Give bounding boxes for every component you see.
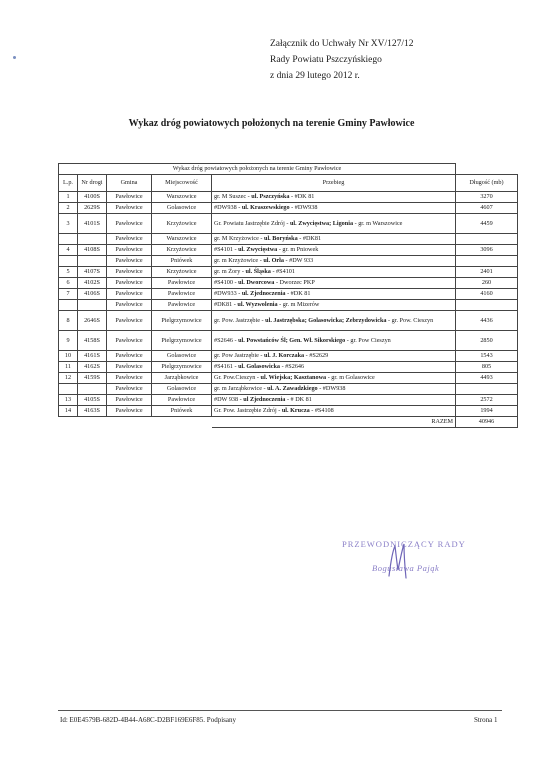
header-line-3: z dnia 29 lutego 2012 r.	[270, 71, 360, 81]
cell-miejscowosc: Golasowice	[152, 203, 212, 214]
cell-miejscowosc: Warszowice	[152, 234, 212, 245]
cell-lp	[59, 384, 78, 395]
cell-przebieg	[212, 245, 456, 256]
przebieg-pre: Gr. Powiatu Jastrzębie Zdrój -	[214, 219, 290, 227]
cell-przebieg	[212, 384, 456, 395]
footer-divider	[58, 710, 502, 711]
cell-lp: 3	[59, 214, 78, 234]
cell-gmina: Pawłowice	[107, 203, 152, 214]
table-row	[59, 331, 518, 351]
przebieg-pre: #S4101 -	[214, 246, 239, 254]
cell-dlugosc: 1994	[456, 406, 518, 417]
stamp-title: PRZEWODNICZĄCY RADY	[342, 539, 466, 549]
cell-lp: 6	[59, 278, 78, 289]
przebieg-bold: ul. Boryńska	[264, 235, 298, 243]
przebieg-post: - #S4101	[270, 268, 295, 276]
cell-lp: 1	[59, 192, 78, 203]
cell-miejscowosc: Pielgrzymowice	[152, 362, 212, 373]
document-header	[270, 36, 414, 84]
cell-lp: 10	[59, 351, 78, 362]
total-value: 40946	[456, 417, 518, 428]
cell-nr: 4158S	[78, 331, 107, 351]
przebieg-pre: Gr. Pow. Jastrzębie Zdrój -	[214, 407, 282, 415]
cell-gmina: Pawłowice	[107, 384, 152, 395]
przebieg-pre: #S2646 -	[214, 336, 239, 344]
cell-gmina: Pawłowice	[107, 331, 152, 351]
cell-nr: 4161S	[78, 351, 107, 362]
cell-gmina: Pawłowice	[107, 267, 152, 278]
total-label: RAZEM	[212, 417, 456, 428]
cell-miejscowosc: Warszowice	[152, 192, 212, 203]
cell-lp: 9	[59, 331, 78, 351]
cell-miejscowosc: Krzyżowice	[152, 245, 212, 256]
cell-przebieg	[212, 214, 456, 234]
przebieg-post: - gr. m Warszowice	[353, 219, 403, 227]
table-row	[59, 278, 518, 289]
cell-lp: 8	[59, 311, 78, 331]
cell-gmina: Pawłowice	[107, 214, 152, 234]
cell-nr: 4102S	[78, 278, 107, 289]
przebieg-pre: gr. m Żory -	[214, 268, 246, 276]
cell-lp: 14	[59, 406, 78, 417]
przebieg-pre: #S4161 -	[214, 363, 239, 371]
cell-miejscowosc: Pawłowice	[152, 395, 212, 406]
cell-dlugosc: 4160	[456, 289, 518, 300]
cell-gmina: Pawłowice	[107, 192, 152, 203]
cell-lp: 7	[59, 289, 78, 300]
cell-przebieg	[212, 351, 456, 362]
table-row	[59, 300, 518, 311]
przebieg-post: - gr. m Golasowice	[326, 374, 375, 382]
cell-gmina: Pawłowice	[107, 278, 152, 289]
cell-nr: 2629S	[78, 203, 107, 214]
przebieg-bold: ul. Jastrzębska; Golasowicka; Zebrzydowicka	[265, 316, 387, 324]
cell-miejscowosc: Pniówek	[152, 256, 212, 267]
przebieg-pre: gr. Pow. Jastrzębie -	[214, 316, 266, 324]
table-header-row	[59, 175, 518, 192]
header-line-1: Załącznik do Uchwały Nr XV/127/12	[270, 39, 414, 49]
header-miejscowosc: Miejscowość	[152, 175, 212, 192]
header-lp: L.p.	[59, 175, 78, 192]
cell-nr: 4107S	[78, 267, 107, 278]
cell-lp: 4	[59, 245, 78, 256]
cell-gmina: Pawłowice	[107, 256, 152, 267]
table-row	[59, 395, 518, 406]
cell-przebieg	[212, 373, 456, 384]
cell-lp: 5	[59, 267, 78, 278]
cell-dlugosc: 3096	[456, 245, 518, 256]
przebieg-post: - gr. m Mizerów	[277, 301, 320, 309]
cell-lp: 11	[59, 362, 78, 373]
cell-miejscowosc: Krzyżowice	[152, 214, 212, 234]
cell-dlugosc: 4493	[456, 373, 518, 384]
cell-dlugosc: 2401	[456, 267, 518, 278]
cell-nr	[78, 256, 107, 267]
cell-lp	[59, 256, 78, 267]
cell-lp	[59, 300, 78, 311]
table-row	[59, 351, 518, 362]
przebieg-post: - #DK 81	[289, 193, 315, 201]
cell-gmina: Pawłowice	[107, 289, 152, 300]
cell-miejscowosc: Pniówek	[152, 406, 212, 417]
total-row	[59, 417, 518, 428]
cell-przebieg	[212, 278, 456, 289]
table-row	[59, 192, 518, 203]
przebieg-post: - Dworzec PKP	[274, 279, 315, 287]
przebieg-pre: gr. Pow Jastrzębie -	[214, 352, 265, 360]
przebieg-post: - #DW938	[289, 204, 318, 212]
cell-przebieg	[212, 311, 456, 331]
cell-przebieg	[212, 192, 456, 203]
cell-nr: 4106S	[78, 289, 107, 300]
przebieg-bold: ul. J. Korczaka	[264, 352, 305, 360]
przebieg-pre: gr. m Krzyżowice -	[214, 257, 264, 265]
cell-przebieg	[212, 331, 456, 351]
przebieg-post: - gr. Pow. Cieszyn	[386, 316, 434, 324]
header-gmina: Gmina	[107, 175, 152, 192]
przebieg-pre: #DW938 -	[214, 204, 242, 212]
cell-nr: 4101S	[78, 214, 107, 234]
cell-miejscowosc: Pielgrzymowice	[152, 311, 212, 331]
cell-nr	[78, 234, 107, 245]
przebieg-pre: Gr. Pow.Cieszyn -	[214, 374, 261, 382]
cell-nr: 4159S	[78, 373, 107, 384]
przebieg-post: - #DK81	[297, 235, 322, 243]
cell-nr: 4105S	[78, 395, 107, 406]
cell-nr: 4163S	[78, 406, 107, 417]
cell-miejscowosc: Jarząbkowice	[152, 373, 212, 384]
header-przebieg: Przebieg	[212, 175, 456, 192]
table-row	[59, 203, 518, 214]
przebieg-bold: ul Zjednoczenia	[243, 396, 286, 404]
przebieg-bold: ul. Dworcowa	[238, 279, 275, 287]
cell-przebieg	[212, 267, 456, 278]
przebieg-pre: gr. M Krzyżowice -	[214, 235, 264, 243]
cell-dlugosc	[456, 384, 518, 395]
cell-lp	[59, 234, 78, 245]
margin-dot	[13, 56, 16, 59]
przebieg-post: - gr. Pow Cieszyn	[345, 336, 391, 344]
przebieg-bold: ul. Orła	[263, 257, 284, 265]
cell-dlugosc: 2572	[456, 395, 518, 406]
cell-nr: 4162S	[78, 362, 107, 373]
cell-dlugosc	[456, 256, 518, 267]
cell-nr: 4100S	[78, 192, 107, 203]
roads-table	[58, 163, 518, 428]
table-row	[59, 234, 518, 245]
cell-miejscowosc: Krzyżowice	[152, 267, 212, 278]
cell-nr	[78, 300, 107, 311]
cell-dlugosc: 805	[456, 362, 518, 373]
cell-przebieg	[212, 234, 456, 245]
cell-gmina: Pawłowice	[107, 300, 152, 311]
cell-gmina: Pawłowice	[107, 362, 152, 373]
cell-dlugosc	[456, 234, 518, 245]
table-row	[59, 289, 518, 300]
przebieg-post: - gr. m Pniowek	[277, 246, 319, 254]
cell-dlugosc: 3270	[456, 192, 518, 203]
przebieg-pre: #DW933 -	[214, 290, 242, 298]
cell-przebieg	[212, 203, 456, 214]
przebieg-bold: ul. Zwycięstwa	[238, 246, 278, 254]
przebieg-pre: #DW 938 -	[214, 396, 244, 404]
cell-dlugosc: 4607	[456, 203, 518, 214]
table-row	[59, 406, 518, 417]
table-row	[59, 214, 518, 234]
cell-przebieg	[212, 395, 456, 406]
cell-nr	[78, 384, 107, 395]
cell-gmina: Pawłowice	[107, 373, 152, 384]
cell-lp: 2	[59, 203, 78, 214]
cell-nr: 4108S	[78, 245, 107, 256]
table-row	[59, 256, 518, 267]
przebieg-post: - #S2646	[280, 363, 305, 371]
cell-gmina: Pawłowice	[107, 245, 152, 256]
cell-przebieg	[212, 256, 456, 267]
header-nr: Nr drogi	[78, 175, 107, 192]
przebieg-bold: ul. Kraszewskiego	[241, 204, 290, 212]
cell-gmina: Pawłowice	[107, 395, 152, 406]
przebieg-pre: #DK81 -	[214, 301, 238, 309]
cell-nr: 2646S	[78, 311, 107, 331]
cell-dlugosc: 4459	[456, 214, 518, 234]
przebieg-post: - # DK 81	[285, 396, 312, 404]
przebieg-post: - #DW 933	[283, 257, 314, 265]
table-row	[59, 373, 518, 384]
signature-icon	[383, 540, 413, 582]
cell-gmina: Pawłowice	[107, 351, 152, 362]
cell-dlugosc	[456, 300, 518, 311]
przebieg-bold: ul. Wiejska; Kasztanowa	[260, 374, 327, 382]
przebieg-pre: gr. m Jarząbkowice -	[214, 385, 268, 393]
cell-przebieg	[212, 300, 456, 311]
cell-miejscowosc: Pawłowice	[152, 278, 212, 289]
cell-miejscowosc: Pawłowice	[152, 300, 212, 311]
table-caption: Wykaz dróg powiatowych położonych na terenie Gminy Pawłowice	[59, 164, 456, 175]
przebieg-bold: ul. Powstańców Śl; Gen. Wł. Sikorskiego	[238, 336, 346, 344]
cell-dlugosc: 2850	[456, 331, 518, 351]
total-blank	[59, 417, 212, 428]
cell-przebieg	[212, 289, 456, 300]
przebieg-bold: ul. Zjednoczenia	[241, 290, 286, 298]
przebieg-bold: ul. A. Zawadzkiego	[267, 385, 318, 393]
cell-przebieg	[212, 406, 456, 417]
cell-dlugosc: 4436	[456, 311, 518, 331]
przebieg-bold: ul. Zwycięstwa; Ligonia	[289, 219, 354, 227]
cell-dlugosc: 260	[456, 278, 518, 289]
przebieg-post: - #DW938	[317, 385, 346, 393]
przebieg-bold: ul. Śląska	[245, 268, 271, 276]
cell-miejscowosc: Pielgrzymowice	[152, 331, 212, 351]
cell-przebieg	[212, 362, 456, 373]
cell-lp: 12	[59, 373, 78, 384]
cell-gmina: Pawłowice	[107, 406, 152, 417]
przebieg-bold: ul. Krucza	[281, 407, 310, 415]
cell-lp: 13	[59, 395, 78, 406]
przebieg-bold: ul. Golasowicka	[238, 363, 281, 371]
table-row	[59, 245, 518, 256]
footer-document-id: Id: E0E4579B-682D-4B44-A68C-D2BF169E6F85. Podpisany	[60, 716, 236, 724]
caption-blank-cell	[456, 164, 518, 175]
przebieg-bold: ul. Wyzwolenia	[237, 301, 278, 309]
table-row	[59, 311, 518, 331]
document-title: Wykaz dróg powiatowych położonych na terenie Gminy Pawłowice	[128, 118, 415, 129]
cell-gmina: Pawłowice	[107, 234, 152, 245]
przebieg-post: - #DK 81	[285, 290, 311, 298]
przebieg-post: - #S2629	[304, 352, 329, 360]
cell-dlugosc: 1543	[456, 351, 518, 362]
przebieg-pre: gr. M Suszec -	[214, 193, 252, 201]
przebieg-pre: #S4100 -	[214, 279, 239, 287]
footer-page-number: Strona 1	[474, 716, 498, 724]
stamp-name: Bogusława Pająk	[372, 563, 440, 573]
przebieg-bold: ul. Pszczyńska	[251, 193, 290, 201]
table-row	[59, 267, 518, 278]
header-line-2: Rady Powiatu Pszczyńskiego	[270, 55, 382, 65]
header-dlugosc: Długość (mb)	[456, 175, 518, 192]
przebieg-post: - #S4108	[309, 407, 334, 415]
cell-miejscowosc: Golasowice	[152, 384, 212, 395]
cell-gmina: Pawłowice	[107, 311, 152, 331]
cell-miejscowosc: Pawłowice	[152, 289, 212, 300]
cell-miejscowosc: Golasowice	[152, 351, 212, 362]
table-row	[59, 362, 518, 373]
table-row	[59, 384, 518, 395]
